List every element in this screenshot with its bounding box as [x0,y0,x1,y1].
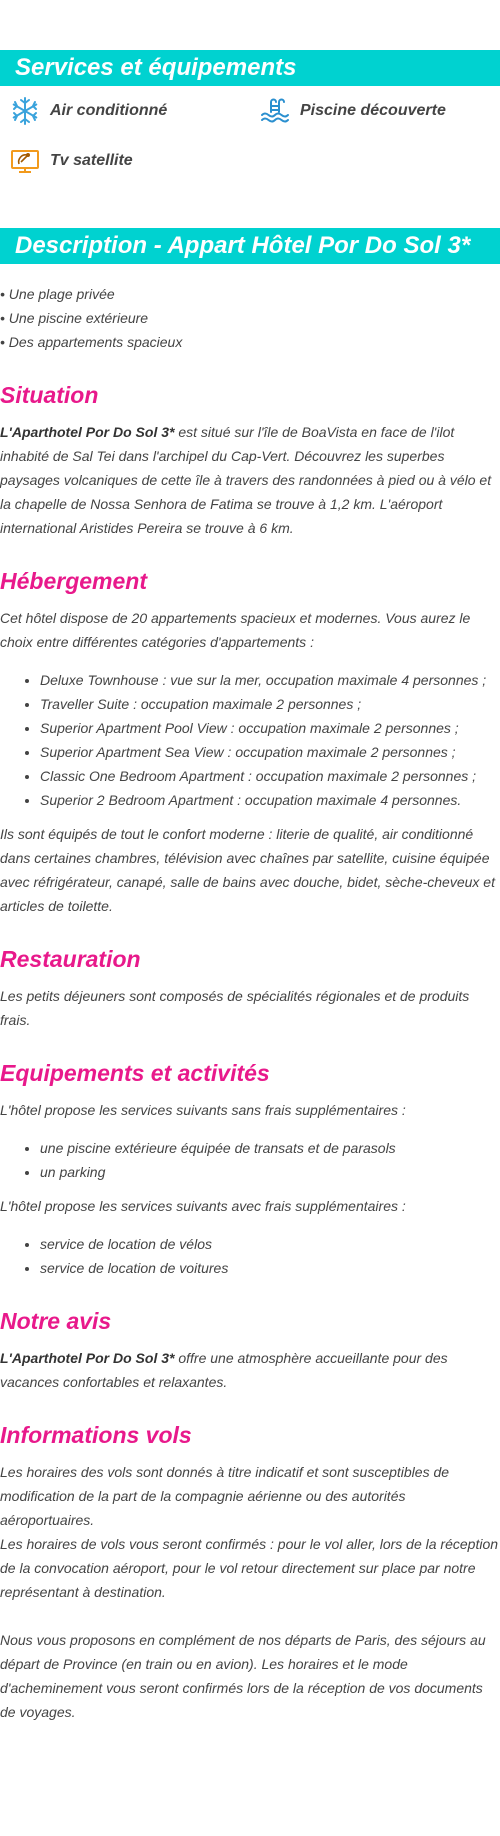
highlight-item: • Une piscine extérieure [0,310,149,326]
snowflake-icon [10,96,40,126]
amenity-label: Air conditionné [50,102,168,119]
situation-text [0,420,500,540]
room-type-item: • Superior Apartment Pool View : occupation maximale 2 personnes ; [40,716,500,740]
avis-heading: Notre avis [0,1308,112,1334]
paid-services-list [0,1232,500,1280]
room-type-item: • Classic One Bedroom Apartment : occupation maximale 2 personnes ; [40,764,500,788]
vols-heading: Informations vols [0,1422,192,1448]
pool-icon [260,96,290,126]
amenity-label: Tv satellite [50,152,133,169]
amenities-row-1 [0,86,500,136]
free-services-list [0,1136,500,1184]
equipements-heading: Equipements et activités [0,1060,270,1086]
hotel-name: L'Aparthotel Por Do Sol 3* [0,424,175,440]
paid-services-intro: L'hôtel propose les services suivants avec frais supplémentaires : [0,1198,406,1214]
service-item: • une piscine extérieure équipée de transats et de parasols [40,1136,500,1160]
hotel-name: L'Aparthotel Por Do Sol 3* [0,1350,175,1366]
restauration-heading: Restauration [0,946,141,972]
situation-heading: Situation [0,382,99,408]
comfort-text: Ils sont équipés de tout le confort moderne : literie de qualité, air conditionné dans certaines chambres, télévision avec chaînes par satellite, cuisine équipée avec réfrigérateur, canapé, salle de bains avec douche, bidet, sèche-cheveux et articles de toilette. [0,826,495,914]
service-item: • service de location de voitures [40,1256,500,1280]
room-type-item: • Deluxe Townhouse : vue sur la mer, occupation maximale 4 personnes ; [40,668,500,692]
service-item: • un parking [40,1160,500,1184]
vols-p1: Les horaires des vols sont donnés à titre indicatif et sont susceptibles de modification de la part de la compagnie aérienne ou des autorités aéroportuaires. [0,1464,450,1528]
highlights-list [0,282,500,354]
description-header: Description - Appart Hôtel Por Do Sol 3* [0,228,500,264]
amenity-pool [260,96,446,126]
highlight-item: • Une plage privée [0,286,115,302]
service-item: • service de location de vélos [40,1232,500,1256]
avis-body: offre une atmosphère accueillante pour des vacances confortables et relaxantes. [0,1350,448,1390]
hebergement-intro: Cet hôtel dispose de 20 appartements spacieux et modernes. Vous aurez le choix entre différentes catégories d'appartements : [0,610,471,650]
room-types-list [0,668,500,812]
room-type-item: • Superior 2 Bedroom Apartment : occupation maximale 4 personnes. [40,788,500,812]
vols-text-1 [0,1460,500,1604]
avis-text [0,1346,500,1394]
amenity-label: Piscine découverte [300,102,446,119]
satellite-tv-icon [10,146,40,176]
restauration-text: Les petits déjeuners sont composés de spécialités régionales et de produits frais. [0,988,470,1028]
vols-text-2: Nous vous proposons en complément de nos départs de Paris, des séjours au départ de Province (en train ou en avion). Les horaires et le mode d'acheminement vous seront confirmés lors de la réception de vos documents de voyages. [0,1632,486,1720]
situation-body: est situé sur l'île de BoaVista en face de l'ilot inhabité de Sal Tei dans l'archipel du Cap-Vert. Découvrez les superbes paysages volcaniques de cette île à travers des randonnées à pied ou à vélo et la chapelle de Nossa Senhora de Fatima se trouve à 1,2 km. L'aéroport international Aristides Pereira se trouve à 6 km. [0,424,492,536]
page [0,50,500,1724]
free-services-intro: L'hôtel propose les services suivants sans frais supplémentaires : [0,1102,406,1118]
vols-p2: Les horaires de vols vous seront confirmés : pour le vol aller, lors de la réception de la convocation aéroport, pour le vol retour directement sur place par notre représentant à destination. [0,1536,499,1600]
amenities-row-2 [0,136,500,186]
hebergement-heading: Hébergement [0,568,147,594]
room-type-item: • Traveller Suite : occupation maximale 2 personnes ; [40,692,500,716]
highlight-item: • Des appartements spacieux [0,334,183,350]
amenity-satellite-tv [10,146,133,176]
amenity-air-conditioning [10,96,167,126]
services-header: Services et équipements [0,50,500,86]
room-type-item: • Superior Apartment Sea View : occupation maximale 2 personnes ; [40,740,500,764]
